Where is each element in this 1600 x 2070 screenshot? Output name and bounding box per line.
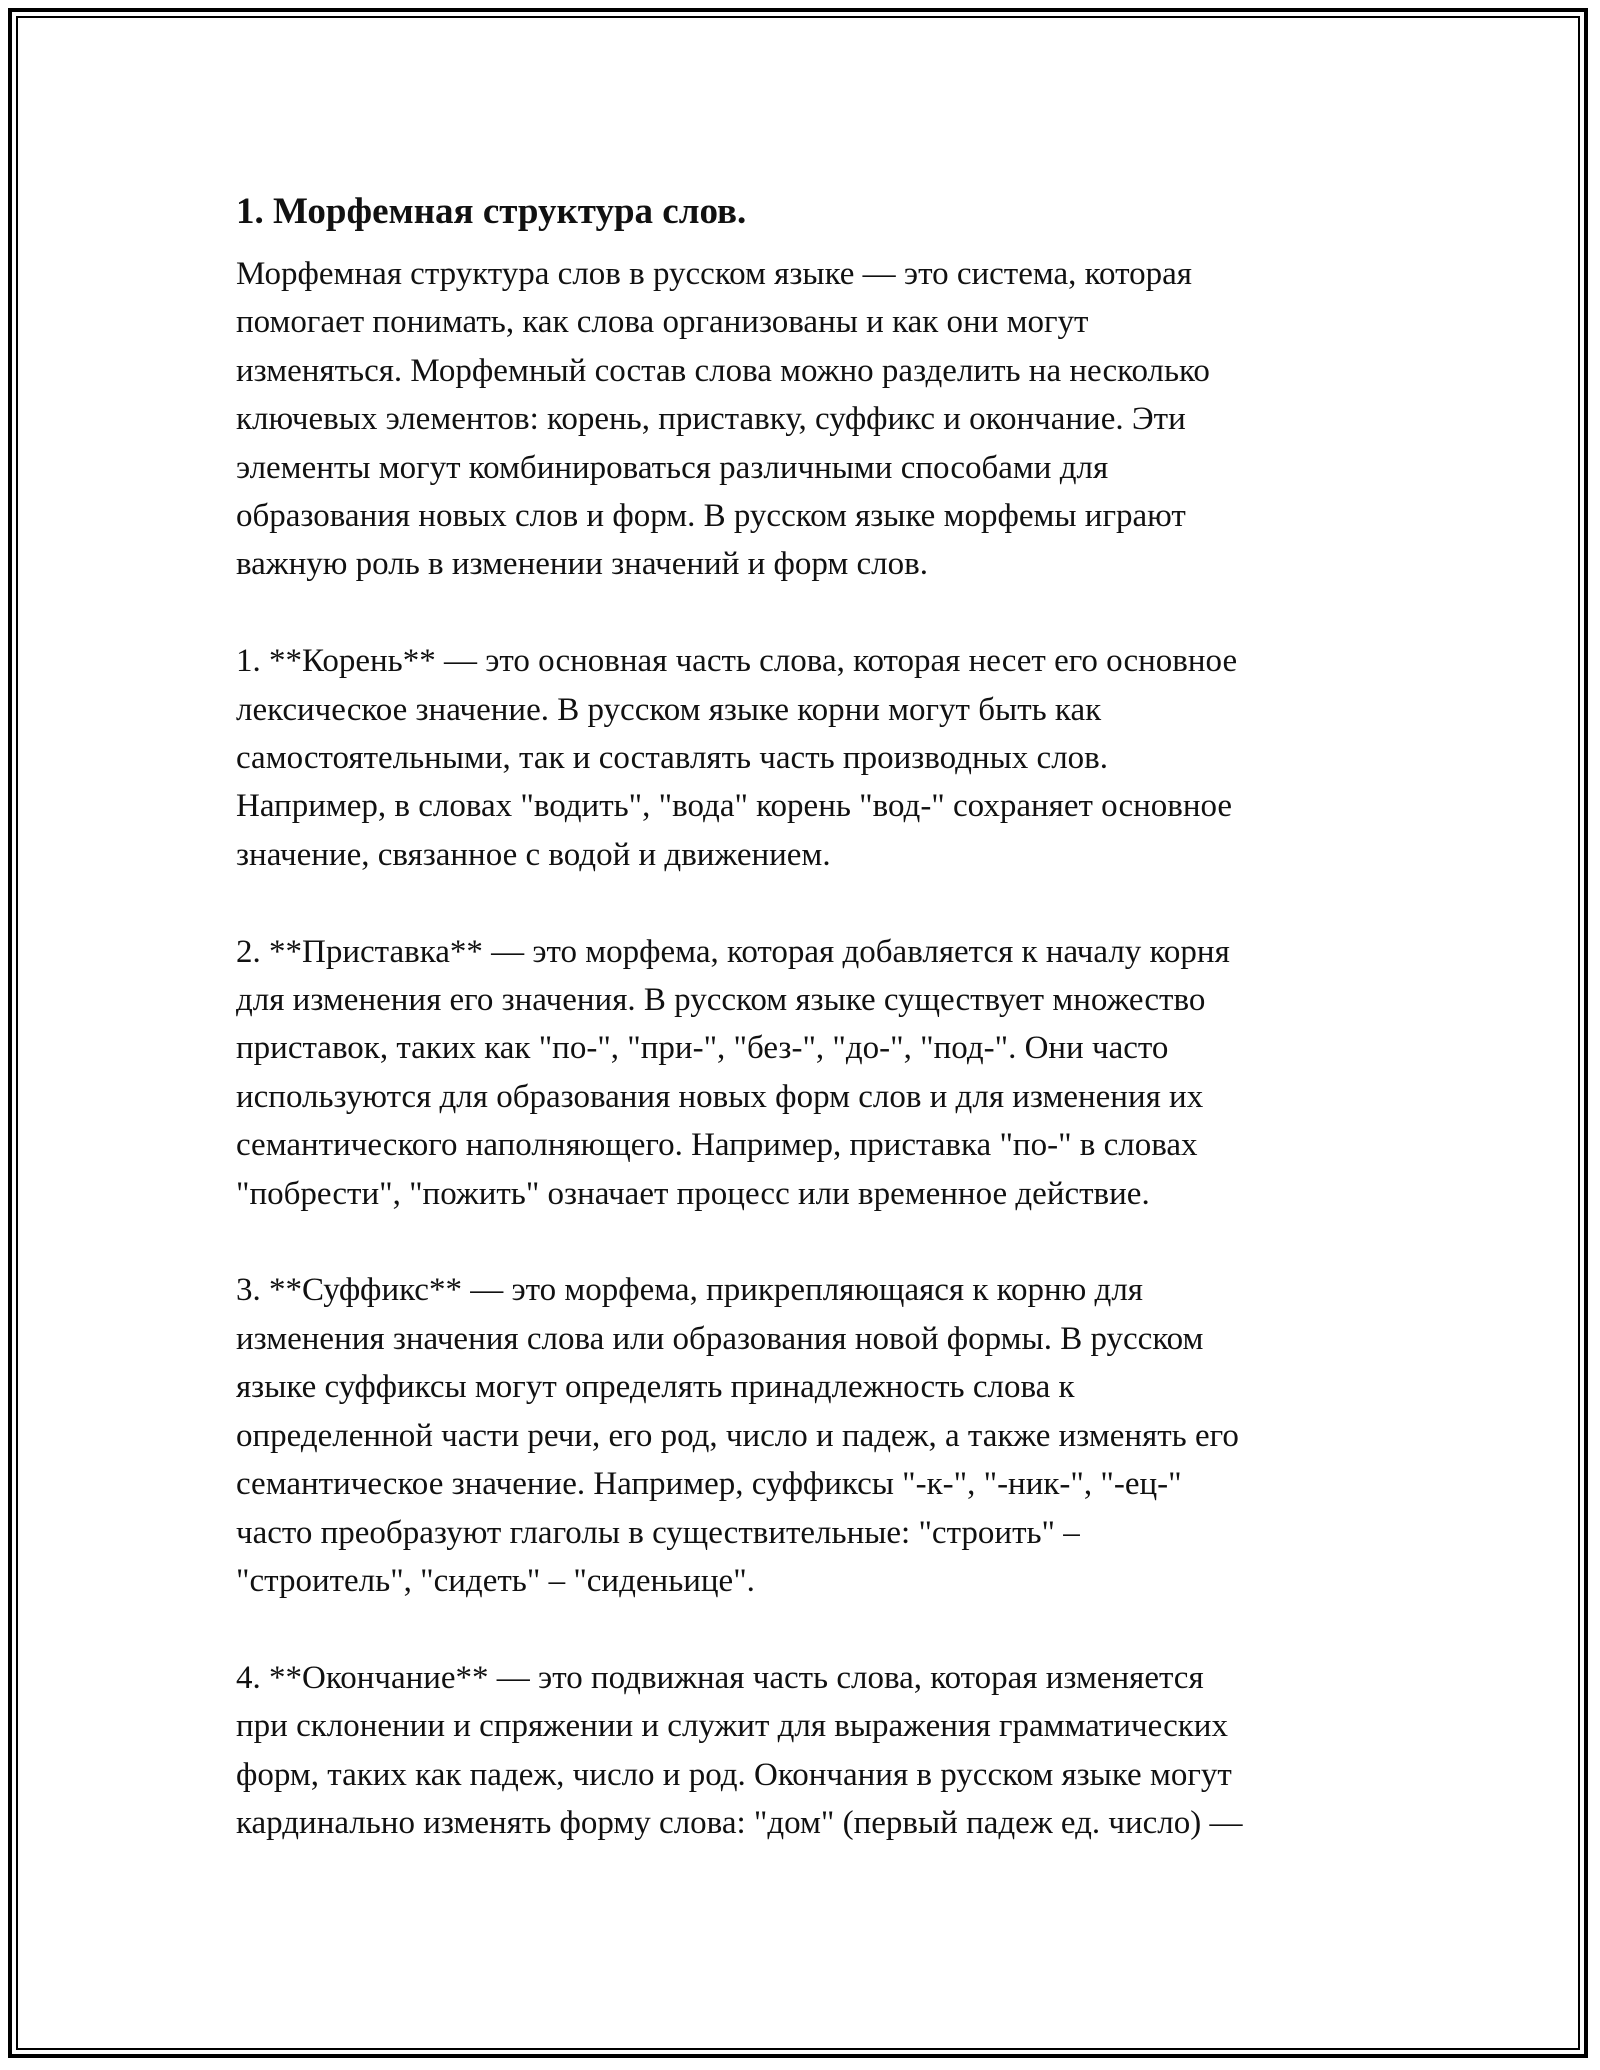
text-line: "побрести", "пожить" означает процесс или временное действие.	[236, 1175, 1150, 1212]
text-line: самостоятельными, так и составлять часть производных слов.	[236, 740, 1109, 777]
text-line: определенной части речи, его род, число и падеж, а также изменять его	[236, 1417, 1239, 1454]
text-line: образования новых слов и форм. В русском языке морфемы играют	[236, 498, 1186, 535]
text-line: Например, в словах "водить", "вода" корень "вод-" сохраняет основное	[236, 788, 1233, 825]
text-line: для изменения его значения. В русском языке существует множество	[236, 982, 1206, 1019]
text-line: изменяться. Морфемный состав слова можно разделить на несколько	[236, 352, 1210, 389]
text-line: семантическое значение. Например, суффиксы "-к-", "-ник-", "-ец-"	[236, 1466, 1182, 1503]
text-line: Морфемная структура слов в русском языке — это система, которая	[236, 256, 1192, 292]
text-line: изменения значения слова или образования новой формы. В русском	[236, 1320, 1204, 1357]
section-heading: 1. Морфемная структура слов.	[236, 191, 747, 232]
paragraph-root	[236, 637, 1376, 879]
text-line: элементы могут комбинироваться различными способами для	[236, 449, 1109, 486]
text-line: значение, связанное с водой и движением.	[236, 836, 831, 873]
text-line: часто преобразуют глаголы в существительные: "строить" –	[236, 1514, 1080, 1551]
text-line: приставок, таких как "по-", "при-", "без-", "до-", "под-". Они часто	[236, 1030, 1169, 1067]
text-line: важную роль в изменении значений и форм слов.	[236, 546, 928, 583]
text-line: "строитель", "сидеть" – "сиденьице".	[236, 1562, 755, 1599]
paragraph-suffix	[236, 1266, 1376, 1605]
text-line: используются для образования новых форм слов и для изменения их	[236, 1078, 1204, 1115]
text-line: 2. **Приставка** — это морфема, которая добавляется к началу корня	[236, 933, 1230, 970]
text-line: форм, таких как падеж, число и род. Окончания в русском языке могут	[236, 1756, 1232, 1793]
text-line: языке суффиксы могут определять принадлежность слова к	[236, 1369, 1075, 1406]
paragraph-prefix	[236, 928, 1376, 1218]
text-line: 3. **Суффикс** — это морфема, прикрепляющаяся к корню для	[236, 1272, 1143, 1309]
text-line: семантического наполняющего. Например, приставка "по-" в словах	[236, 1127, 1198, 1164]
text-line: помогает понимать, как слова организованы и как они могут	[236, 304, 1089, 341]
text-line: кардинально изменять форму слова: "дом" (первый падеж ед. число) —	[236, 1804, 1243, 1841]
document-body	[236, 188, 1376, 1896]
text-line: 1. **Корень** — это основная часть слова, которая несет его основное	[236, 643, 1238, 680]
text-line: при склонении и спряжении и служит для выражения грамматических	[236, 1708, 1228, 1745]
paragraph-intro	[236, 250, 1376, 589]
text-line: 4. **Окончание** — это подвижная часть слова, которая изменяется	[236, 1659, 1204, 1696]
text-line: лексическое значение. В русском языке корни могут быть как	[236, 691, 1102, 728]
paragraph-ending	[236, 1654, 1376, 1848]
text-line: ключевых элементов: корень, приставку, суффикс и окончание. Эти	[236, 401, 1186, 438]
